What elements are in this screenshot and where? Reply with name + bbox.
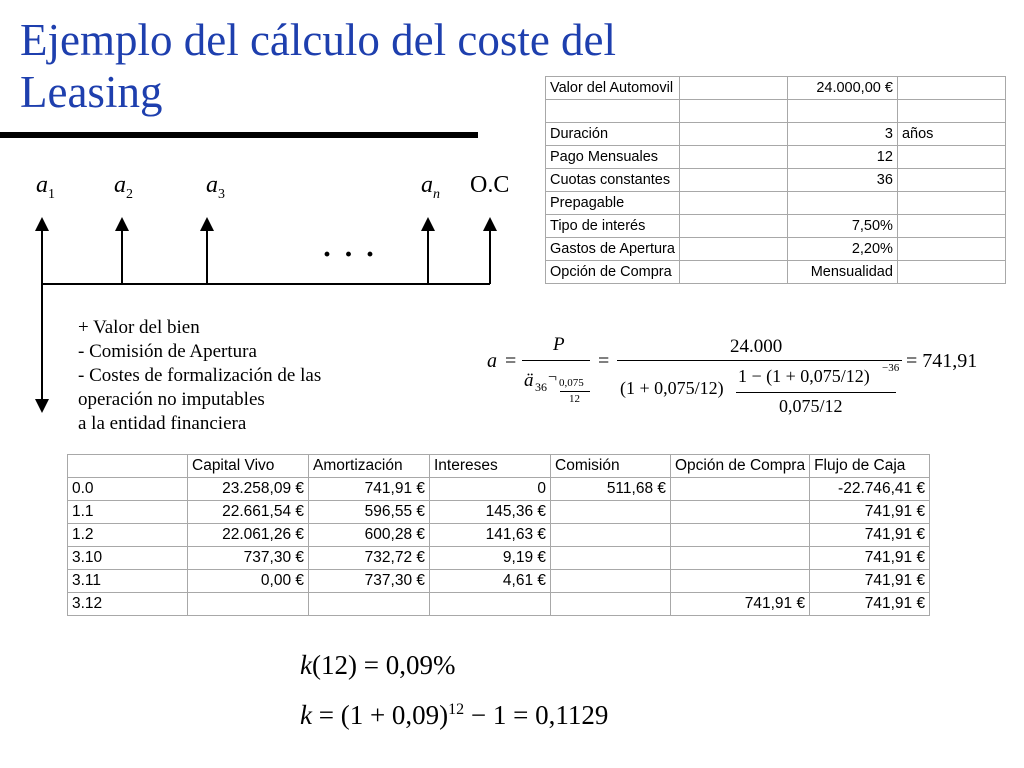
formula-eq-1: = [505, 350, 517, 372]
table-row [68, 524, 930, 547]
table-cell [551, 501, 671, 524]
table-cell [546, 100, 680, 123]
equation-k12 [300, 650, 455, 681]
eq-k12-arg: (12) [311, 650, 357, 680]
table-cell: 596,55 € [309, 501, 430, 524]
table-cell: Prepagable [546, 192, 680, 215]
table-cell [671, 547, 810, 570]
eq-k12-rhs: = 0,09% [363, 650, 456, 680]
table-row [546, 169, 1006, 192]
table-cell [897, 261, 1005, 284]
label-a1: $a_1$ [36, 172, 55, 202]
table-cell [671, 478, 810, 501]
table-cell: Gastos de Apertura [546, 238, 680, 261]
note-line: operación no imputables [78, 389, 265, 410]
formula-a: a [487, 350, 497, 372]
table-cell: años [897, 123, 1005, 146]
table-cell [897, 169, 1005, 192]
table-cell [679, 215, 787, 238]
table-cell [679, 123, 787, 146]
table-cell: 600,28 € [309, 524, 430, 547]
fraction-bar-rate [560, 391, 590, 392]
label-a3: $a_3$ [206, 172, 225, 202]
table-cell: Mensualidad [787, 261, 897, 284]
table-cell [679, 238, 787, 261]
table-cell [897, 77, 1005, 100]
table-cell: 2,20% [787, 238, 897, 261]
table-cell: 0.0 [68, 478, 188, 501]
table-cell: 1.1 [68, 501, 188, 524]
table-cell [897, 100, 1005, 123]
table-cell: 3.12 [68, 593, 188, 616]
table-cell: 737,30 € [188, 547, 309, 570]
table-cell: 3.10 [68, 547, 188, 570]
table-cell: -22.746,41 € [810, 478, 930, 501]
table-row [68, 570, 930, 593]
table-cell: 141,63 € [430, 524, 551, 547]
table-cell: 22.061,26 € [188, 524, 309, 547]
table-row [546, 100, 1006, 123]
table-cell: Tipo de interés [546, 215, 680, 238]
table-cell: Opción de Compra [546, 261, 680, 284]
table-cell: 741,91 € [810, 501, 930, 524]
table-cell [551, 570, 671, 593]
note-line: - Comisión de Apertura [78, 341, 257, 362]
label-oc: O.C [470, 172, 510, 198]
table-cell [679, 77, 787, 100]
table-cell: 0,00 € [188, 570, 309, 593]
table-cell [671, 570, 810, 593]
table-cell [897, 192, 1005, 215]
table-cell [897, 215, 1005, 238]
label-an: $a_n$ [421, 172, 440, 202]
notes-block [78, 316, 321, 436]
table-cell: 737,30 € [309, 570, 430, 593]
table-cell: Pago Mensuales [546, 146, 680, 169]
table-cell [679, 100, 787, 123]
table-cell [679, 261, 787, 284]
page-title: Ejemplo del cálculo del coste del Leasing [20, 15, 617, 117]
table-cell [679, 146, 787, 169]
table-cell: 1.2 [68, 524, 188, 547]
table-row [546, 146, 1006, 169]
table-row [68, 478, 930, 501]
table-cell: 741,91 € [810, 570, 930, 593]
table-row [68, 593, 930, 616]
table-cell: 732,72 € [309, 547, 430, 570]
table-cell [787, 192, 897, 215]
table-cell [430, 593, 551, 616]
table-cell: 4,61 € [430, 570, 551, 593]
note-line: a la entidad financiera [78, 413, 247, 434]
formula-numerator: 24.000 [730, 336, 783, 357]
eq-k-lhs: k [300, 700, 312, 730]
table-cell [551, 547, 671, 570]
table-cell [671, 524, 810, 547]
table-row [546, 215, 1006, 238]
table-cell [188, 593, 309, 616]
table-row [546, 238, 1006, 261]
table-cell: 511,68 € [551, 478, 671, 501]
column-header: Intereses [430, 455, 551, 478]
table-cell: 741,91 € [309, 478, 430, 501]
table-cell: 145,36 € [430, 501, 551, 524]
table-row [68, 547, 930, 570]
table-cell: Valor del Automovil [546, 77, 680, 100]
formula-inner-den: 0,075/12 [779, 396, 843, 416]
table-cell: 9,19 € [430, 547, 551, 570]
column-header [68, 455, 188, 478]
table-row [68, 501, 930, 524]
table-row [546, 77, 1006, 100]
formula-annuity-n: 36 [535, 380, 547, 394]
eq-k-rhs: − 1 = 0,1129 [470, 700, 609, 730]
column-header: Amortización [309, 455, 430, 478]
table-cell: 741,91 € [810, 593, 930, 616]
table-cell: 23.258,09 € [188, 478, 309, 501]
formula-P: P [553, 334, 565, 355]
table-cell [671, 501, 810, 524]
eq-k12-lhs: k [300, 650, 312, 680]
formula-eq-2: = [598, 350, 610, 372]
table-cell: 3.11 [68, 570, 188, 593]
eq-k-base: = (1 + 0,09) [318, 700, 449, 730]
table-cell: Cuotas constantes [546, 169, 680, 192]
note-line: - Costes de formalización de las [78, 365, 322, 386]
table-cell [679, 169, 787, 192]
formula-annuity: ä [524, 370, 534, 391]
timeline-ellipsis: · · · [322, 238, 378, 271]
table-row [546, 123, 1006, 146]
formula-annuity-rate-bottom: 12 [569, 393, 580, 405]
cashflow-table [67, 454, 930, 616]
formula-den-left: (1 + 0,075/12) [620, 378, 724, 398]
table-cell: 36 [787, 169, 897, 192]
equation-k [300, 700, 608, 731]
fraction-bar-inner [736, 392, 896, 393]
note-line: + Valor del bien [78, 317, 200, 338]
table-cell [551, 593, 671, 616]
formula-inner-exp: −36 [882, 362, 900, 374]
label-a2: $a_2$ [114, 172, 133, 202]
fraction-bar-main [617, 360, 902, 361]
formula-annuity-rate-top: 0,075 [559, 377, 584, 389]
table-header-row [68, 455, 930, 478]
formula-annuity-angle: ¬ [548, 369, 558, 386]
fraction-bar-1 [522, 360, 590, 361]
table-cell: 24.000,00 € [787, 77, 897, 100]
table-cell: 7,50% [787, 215, 897, 238]
table-cell: 741,91 € [671, 593, 810, 616]
table-row [546, 261, 1006, 284]
parameters-table [545, 76, 1006, 284]
table-cell: 3 [787, 123, 897, 146]
table-cell [551, 524, 671, 547]
table-row [546, 192, 1006, 215]
table-cell [897, 146, 1005, 169]
column-header: Capital Vivo [188, 455, 309, 478]
table-cell: 22.661,54 € [188, 501, 309, 524]
column-header: Flujo de Caja [810, 455, 930, 478]
table-cell [309, 593, 430, 616]
formula-inner-num: 1 − (1 + 0,075/12) [738, 366, 870, 386]
table-cell: Duración [546, 123, 680, 146]
table-cell: 0 [430, 478, 551, 501]
table-cell: 741,91 € [810, 524, 930, 547]
column-header: Opción de Compra [671, 455, 810, 478]
table-cell: 741,91 € [810, 547, 930, 570]
table-cell: 12 [787, 146, 897, 169]
table-cell [897, 238, 1005, 261]
eq-k-exp: 12 [448, 701, 465, 718]
column-header: Comisión [551, 455, 671, 478]
table-cell [787, 100, 897, 123]
table-cell [679, 192, 787, 215]
title-underline [0, 132, 478, 138]
formula-result: = 741,91 [906, 350, 978, 372]
